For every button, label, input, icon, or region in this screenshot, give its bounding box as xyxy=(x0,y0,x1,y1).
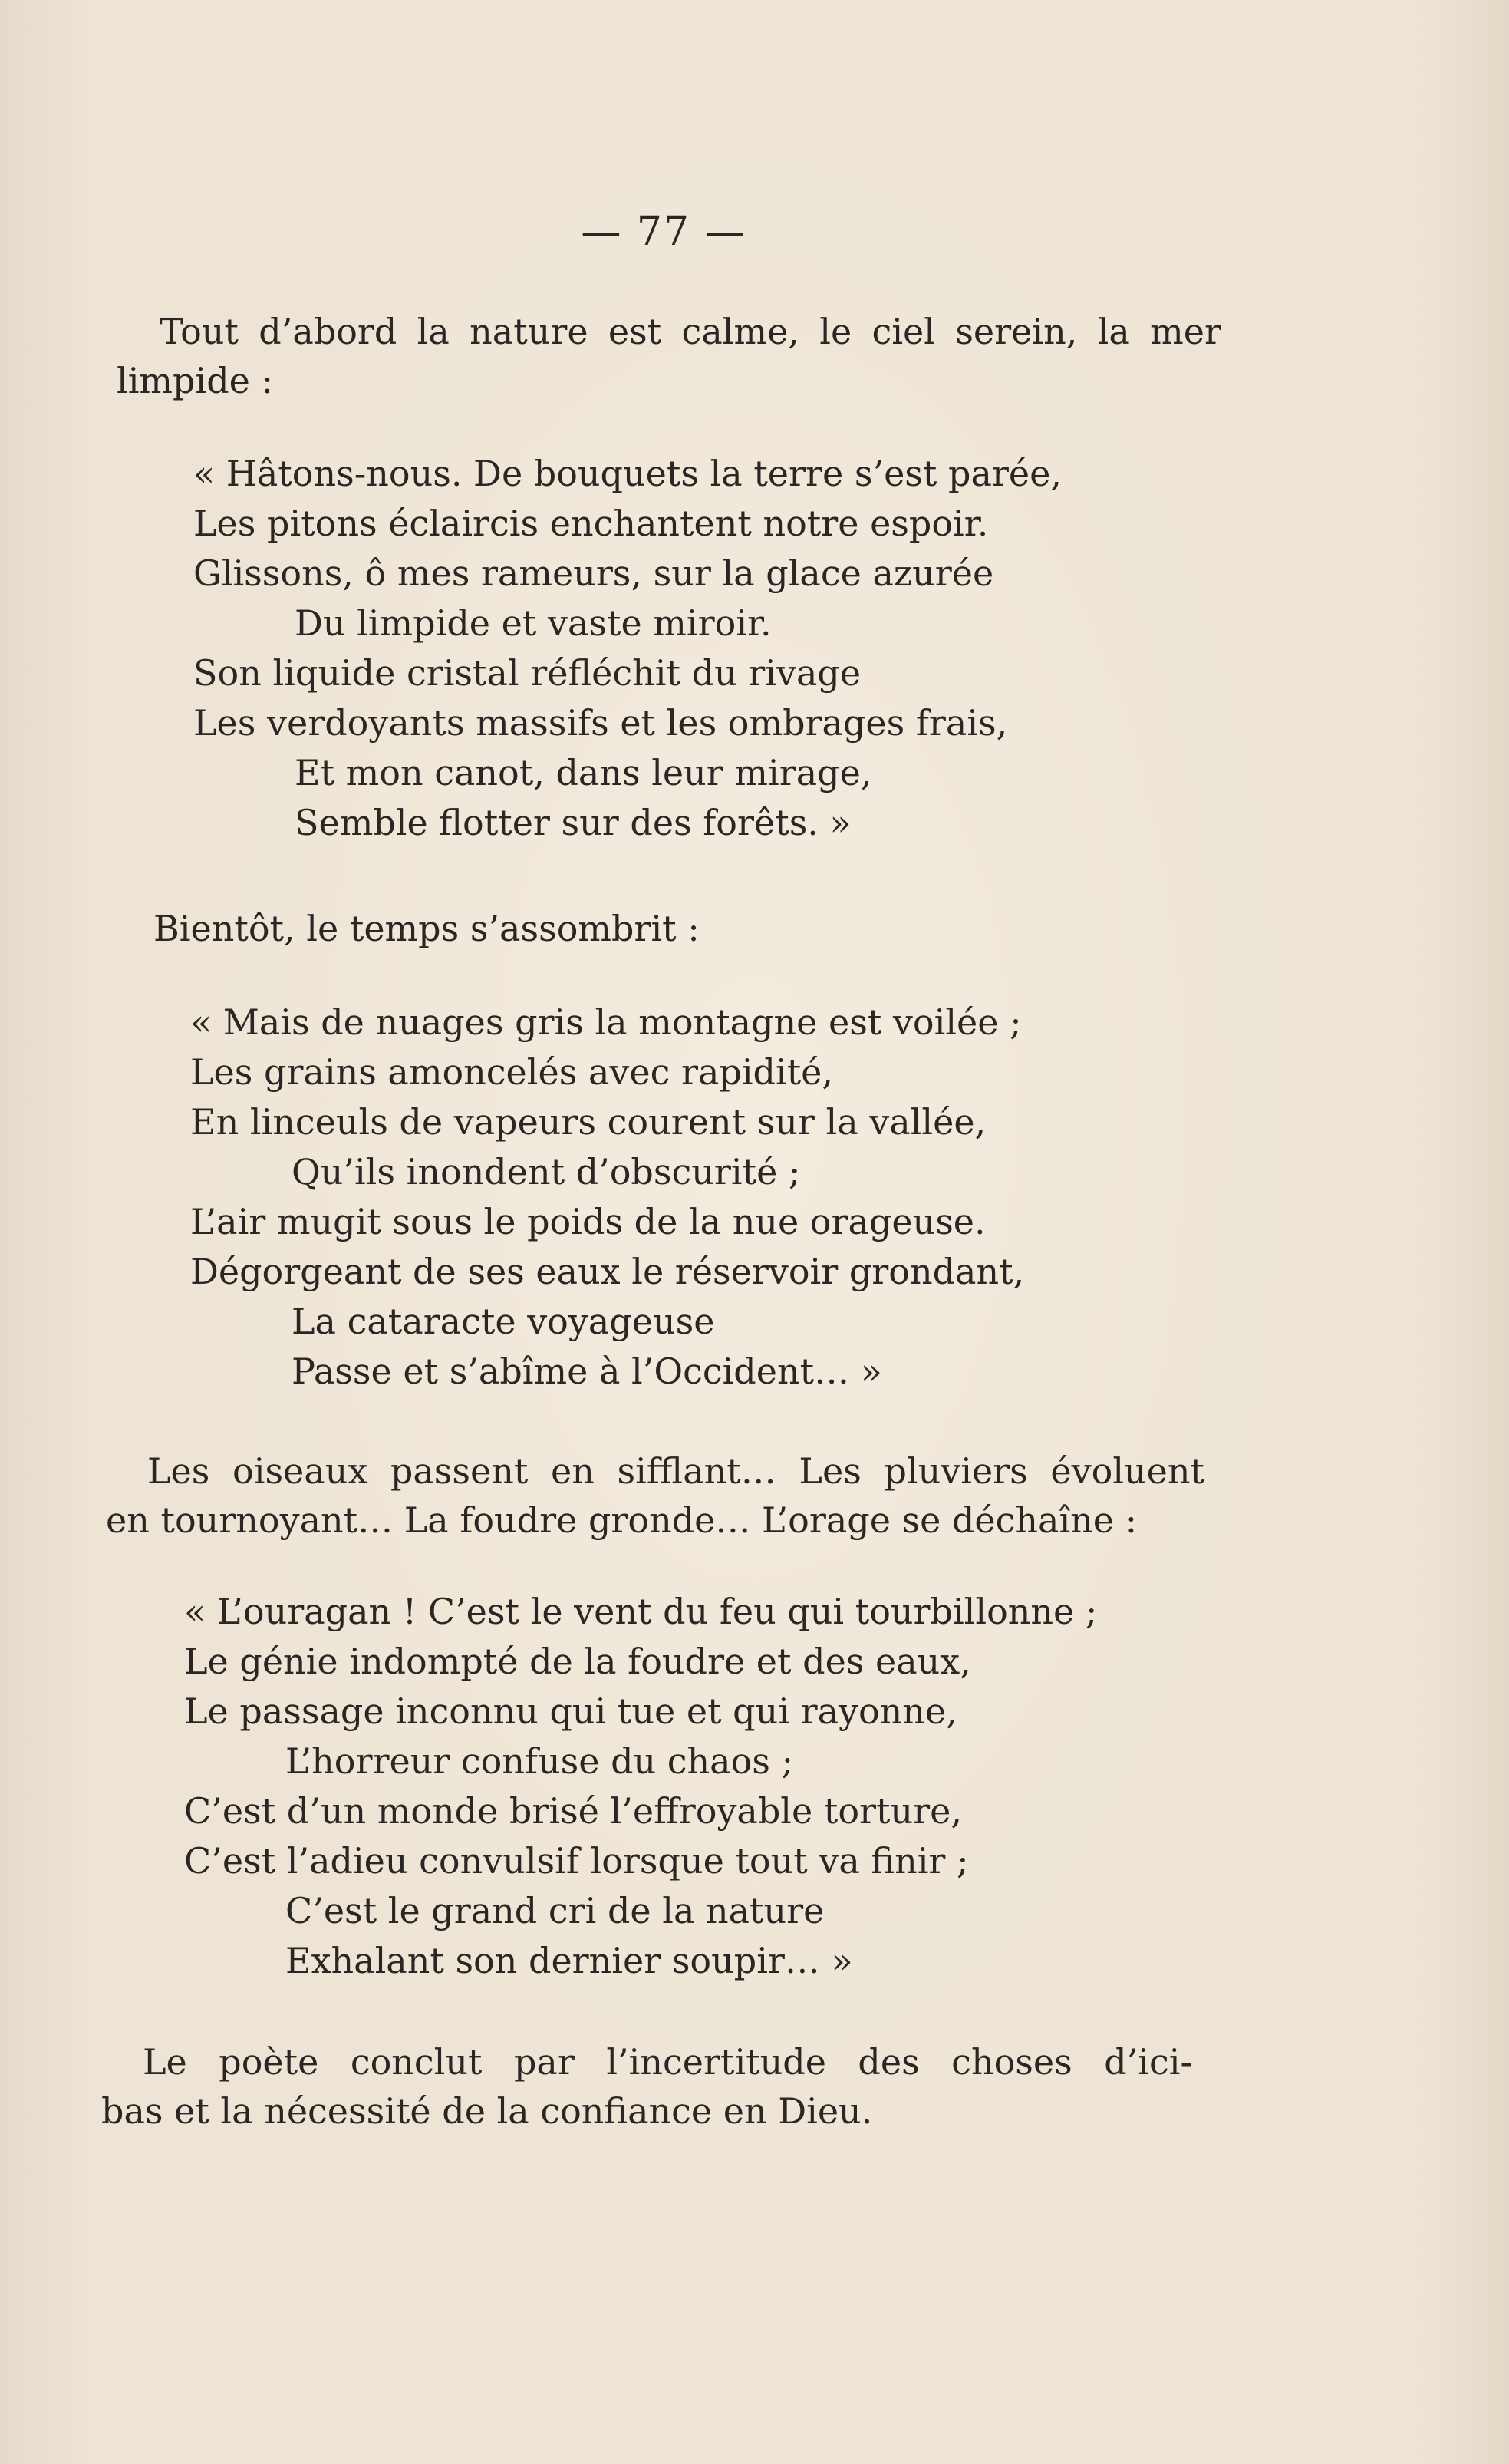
verse-line: L’air mugit sous le poids de la nue orageuse. xyxy=(190,1201,986,1242)
verse-line: « Mais de nuages gris la montagne est voilée ; xyxy=(190,1001,1022,1043)
verse-line: Qu’ils inondent d’obscurité ; xyxy=(292,1151,801,1192)
verse-line: L’horreur confuse du chaos ; xyxy=(285,1740,794,1782)
verse-line: Du limpide et vaste miroir. xyxy=(295,602,772,644)
verse-line: Passe et s’abîme à l’Occident… » xyxy=(292,1351,882,1392)
verse-line: Le génie indompté de la foudre et des eaux, xyxy=(184,1641,971,1682)
paragraph-transition-2 xyxy=(106,1446,1204,1545)
verse-line: Exhalant son dernier soupir… » xyxy=(285,1940,853,1981)
paragraph-line: bas et la nécessité de la confiance en Dieu. xyxy=(101,2090,873,2132)
paragraph-line: Bientôt, le temps s’assombrit : xyxy=(153,908,700,949)
paragraph-line: Les oiseaux passent en sifflant… Les pluviers évoluent xyxy=(147,1450,1204,1492)
verse-line: Glissons, ô mes rameurs, sur la glace azurée xyxy=(193,553,994,594)
verse-line: Et mon canot, dans leur mirage, xyxy=(295,752,872,793)
stanza-1 xyxy=(193,449,1062,848)
stanza-2 xyxy=(190,998,1024,1397)
verse-line: C’est l’adieu convulsif lorsque tout va finir ; xyxy=(184,1840,969,1882)
verse-line: Les grains amoncelés avec rapidité, xyxy=(190,1051,834,1093)
verse-line: Les pitons éclaircis enchantent notre espoir. xyxy=(193,503,989,544)
paragraph-line: Tout d’abord la nature est calme, le ciel serein, la mer xyxy=(160,311,1221,352)
verse-line: En linceuls de vapeurs courent sur la vallée, xyxy=(190,1101,987,1143)
stanza-3 xyxy=(184,1587,1097,1986)
paragraph-conclusion xyxy=(101,2037,1192,2136)
paragraph-line: limpide : xyxy=(117,360,273,401)
verse-line: Les verdoyants massifs et les ombrages frais, xyxy=(193,702,1008,744)
verse-line: Dégorgeant de ses eaux le réservoir grondant, xyxy=(190,1251,1025,1292)
verse-line: C’est d’un monde brisé l’effroyable torture, xyxy=(184,1790,962,1832)
paragraph-transition-1 xyxy=(153,904,700,954)
paragraph-line: Le poète conclut par l’incertitude des choses d’ici- xyxy=(143,2041,1192,2083)
page-number: — 77 — xyxy=(581,209,746,255)
verse-line: « Hâtons-nous. De bouquets la terre s’est parée, xyxy=(193,453,1062,494)
verse-line: La cataracte voyageuse xyxy=(292,1301,715,1342)
verse-line: « L’ouragan ! C’est le vent du feu qui tourbillonne ; xyxy=(184,1591,1098,1632)
paragraph-intro xyxy=(117,307,1221,406)
paragraph-line: en tournoyant… La foudre gronde… L’orage se déchaîne : xyxy=(106,1499,1138,1541)
verse-line: Semble flotter sur des forêts. » xyxy=(295,802,852,843)
verse-line: Son liquide cristal réfléchit du rivage xyxy=(193,652,862,694)
verse-line: C’est le grand cri de la nature xyxy=(285,1890,825,1931)
verse-line: Le passage inconnu qui tue et qui rayonne, xyxy=(184,1690,957,1732)
